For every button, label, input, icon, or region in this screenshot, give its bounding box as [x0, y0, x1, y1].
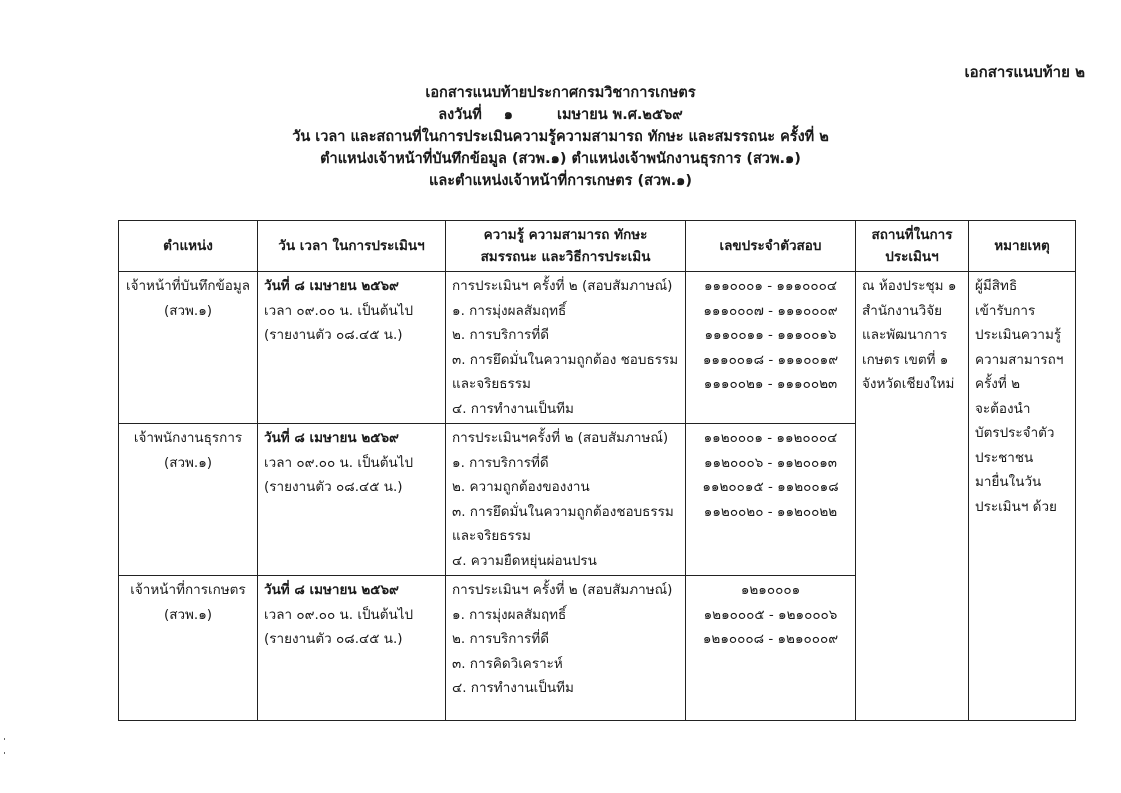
- header-line-1: เอกสารแนบท้ายประกาศกรมวิชาการเกษตร: [425, 85, 696, 101]
- header-knowledge-line-2: สมรรถนะ และวิธีการประเมิน: [480, 249, 651, 265]
- position-title: เจ้าพนักงานธุรการ: [133, 430, 243, 446]
- assessment-time: เวลา ๐๙.๐๐ น. เป็นต้นไป: [264, 606, 414, 623]
- position-unit: (สวพ.๑): [163, 302, 213, 319]
- knowledge-line: ๑. การบริการที่ดี: [452, 454, 549, 471]
- knowledge-line: ๒. การบริการที่ดี: [452, 631, 549, 647]
- remark-line: เข้ารับการ: [975, 302, 1036, 319]
- knowledge-line: ๓. การยึดมั่นในความถูกต้อง ชอบธรรม: [452, 351, 679, 368]
- exam-id-range: ๑๑๒๐๐๐๑ - ๑๑๒๐๐๐๔: [703, 430, 838, 446]
- cell-datetime: [258, 424, 446, 576]
- cell-exam-ids: [686, 424, 856, 576]
- exam-id-range: ๑๒๑๐๐๐๕ - ๑๒๑๐๐๐๖: [703, 606, 838, 623]
- venue-line: จังหวัดเชียงใหม่: [862, 376, 955, 392]
- remark-line: ประชาชน: [975, 449, 1034, 466]
- knowledge-line: การประเมินฯ ครั้งที่ ๒ (สอบสัมภาษณ์): [452, 278, 673, 294]
- report-time: (รายงานตัว ๐๘.๔๕ น.): [264, 327, 403, 343]
- cell-remark: [969, 272, 1076, 721]
- header-position: ตำแหน่ง: [119, 221, 258, 272]
- document-header: [0, 82, 1121, 192]
- table-header-row: [119, 221, 1076, 272]
- header-remark: หมายเหตุ: [969, 221, 1076, 272]
- remark-line: ประเมินฯ ด้วย: [975, 498, 1057, 515]
- header-knowledge-line-1: ความรู้ ความสามารถ ทักษะ: [483, 227, 648, 243]
- exam-id-range: ๑๑๒๐๐๐๖ - ๑๑๒๐๐๑๓: [703, 454, 838, 471]
- exam-id-range: ๑๑๒๐๐๒๐ - ๑๑๒๐๐๒๒: [703, 503, 838, 520]
- header-date-day: ๑: [503, 107, 513, 123]
- position-unit: (สวพ.๑): [163, 606, 213, 623]
- knowledge-line: การประเมินฯครั้งที่ ๒ (สอบสัมภาษณ์): [452, 430, 669, 446]
- knowledge-line: ๓. การคิดวิเคราะห์: [452, 655, 563, 672]
- knowledge-line: การประเมินฯ ครั้งที่ ๒ (สอบสัมภาษณ์): [452, 582, 673, 598]
- exam-id-range: ๑๒๑๐๐๐๘ - ๑๒๑๐๐๐๙: [702, 631, 839, 647]
- knowledge-line: ๔. ความยืดหยุ่นผ่อนปรน: [452, 552, 597, 569]
- remark-line: ครั้งที่ ๒: [975, 376, 1020, 392]
- assessment-date: วันที่ ๘ เมษายน ๒๕๖๙: [264, 278, 399, 294]
- position-title: เจ้าหน้าที่การเกษตร: [130, 582, 246, 598]
- knowledge-line: ๑. การมุ่งผลสัมฤทธิ์: [452, 606, 567, 623]
- header-venue-line-1: สถานที่ในการ: [871, 227, 953, 243]
- cell-exam-ids: [686, 576, 856, 721]
- cell-datetime: [258, 576, 446, 721]
- exam-id-range: ๑๑๑๐๐๑๘ - ๑๑๑๐๐๑๙: [702, 351, 839, 368]
- header-line-4: ตำแหน่งเจ้าหน้าที่บันทึกข้อมูล (สวพ.๑) ตำแหน่งเจ้าพนักงานธุรการ (สวพ.๑): [320, 151, 801, 167]
- header-date-prefix: ลงวันที่: [438, 107, 482, 123]
- header-venue-line-2: ประเมินฯ: [885, 249, 939, 265]
- report-time: (รายงานตัว ๐๘.๔๕ น.): [264, 631, 403, 647]
- assessment-date: วันที่ ๘ เมษายน ๒๕๖๙: [264, 430, 399, 446]
- header-line-3: วัน เวลา และสถานที่ในการประเมินความรู้ความสามารถ ทักษะ และสมรรถนะ ครั้งที่ ๒: [292, 129, 829, 145]
- venue-line: เกษตร เขตที่ ๑: [862, 351, 949, 368]
- report-time: (รายงานตัว ๐๘.๔๕ น.): [264, 479, 403, 495]
- remark-line: จะต้องนำ: [975, 400, 1031, 417]
- position-unit: (สวพ.๑): [163, 454, 213, 471]
- header-line-2: [0, 104, 1121, 126]
- header-line-5: และตำแหน่งเจ้าหน้าที่การเกษตร (สวพ.๑): [428, 173, 692, 189]
- knowledge-line: ๔. การทำงานเป็นทีม: [452, 680, 574, 696]
- header-knowledge: [446, 221, 686, 272]
- remark-line: ประเมินความรู้: [975, 327, 1062, 343]
- venue-line: ณ ห้องประชุม ๑: [862, 278, 957, 294]
- cell-position: [119, 272, 258, 424]
- assessment-time: เวลา ๐๙.๐๐ น. เป็นต้นไป: [264, 302, 414, 319]
- header-date-rest: เมษายน พ.ศ.๒๕๖๙: [556, 107, 683, 123]
- position-title: เจ้าหน้าที่บันทึกข้อมูล: [125, 278, 251, 294]
- knowledge-line: ๑. การมุ่งผลสัมฤทธิ์: [452, 302, 567, 319]
- knowledge-line: ๔. การทำงานเป็นทีม: [452, 400, 574, 417]
- scan-artifact: [4, 752, 5, 754]
- exam-id-range: ๑๑๒๐๐๑๕ - ๑๑๒๐๐๑๘: [702, 479, 839, 495]
- cell-position: [119, 576, 258, 721]
- assessment-time: เวลา ๐๙.๐๐ น. เป็นต้นไป: [264, 454, 414, 471]
- exam-id-range: ๑๑๑๐๐๒๑ - ๑๑๑๐๐๒๓: [703, 376, 838, 392]
- cell-venue: [856, 272, 969, 721]
- cell-knowledge: [446, 272, 686, 424]
- assessment-date: วันที่ ๘ เมษายน ๒๕๖๙: [264, 582, 399, 598]
- knowledge-line: และจริยธรรม: [452, 528, 531, 544]
- cell-exam-ids: [686, 272, 856, 424]
- schedule-table: [118, 220, 1076, 721]
- exam-id-range: ๑๑๑๐๐๐๑ - ๑๑๑๐๐๐๔: [703, 278, 838, 294]
- table-row: [119, 272, 1076, 424]
- scan-artifact: [4, 738, 5, 740]
- cell-datetime: [258, 272, 446, 424]
- venue-line: สำนักงานวิจัย: [862, 302, 943, 319]
- cell-knowledge: [446, 424, 686, 576]
- exam-id-range: ๑๑๑๐๐๐๗ - ๑๑๑๐๐๐๙: [703, 302, 838, 319]
- header-exam-id: เลขประจำตัวสอบ: [686, 221, 856, 272]
- knowledge-line: ๒. การบริการที่ดี: [452, 327, 549, 343]
- remark-line: ผู้มีสิทธิ: [975, 278, 1018, 294]
- cell-position: [119, 424, 258, 576]
- cell-knowledge: [446, 576, 686, 721]
- header-datetime: วัน เวลา ในการประเมินฯ: [258, 221, 446, 272]
- remark-line: ความสามารถฯ: [975, 351, 1064, 368]
- annex-label: เอกสารแนบท้าย ๒: [964, 63, 1085, 81]
- remark-line: มายื่นในวัน: [975, 474, 1042, 490]
- knowledge-line: ๒. ความถูกต้องของงาน: [452, 479, 590, 495]
- exam-id-range: ๑๒๑๐๐๐๑: [740, 582, 801, 598]
- exam-id-range: ๑๑๑๐๐๑๑ - ๑๑๑๐๐๑๖: [704, 327, 837, 343]
- venue-line: และพัฒนาการ: [862, 327, 948, 343]
- knowledge-line: ๓. การยึดมั่นในความถูกต้องชอบธรรม: [452, 503, 674, 520]
- header-venue: [856, 221, 969, 272]
- knowledge-line: และจริยธรรม: [452, 376, 531, 392]
- remark-line: บัตรประจำตัว: [975, 425, 1055, 441]
